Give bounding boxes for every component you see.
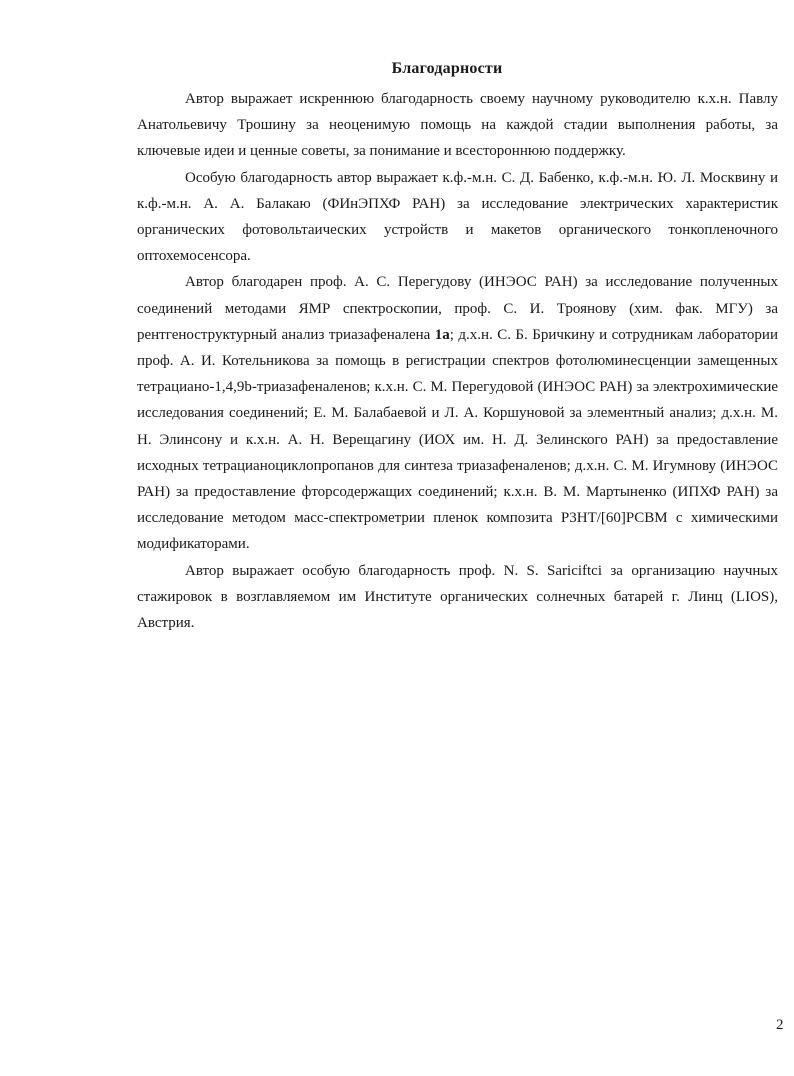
page-title: Благодарности bbox=[391, 60, 503, 77]
compound-label: 1a bbox=[434, 326, 450, 343]
paragraph-analysis-text-end: ; д.х.н. С. Б. Бричкину и сотрудникам лаборатории проф. А. И. Котельникова за помощь в регистрации спектров фотолюминесценции замещенных тетрациано-1,4,9b-триазафеналенов; к.х.н. С. М. Перегудовой (ИНЭОС РАН) за электрохимические исследования соединений; Е. М. Балабаевой и Л. А. Коршуновой за элементный анализ; д.х.н. М. Н. Элинсону и к.х.н. А. Н. Верещагину (ИОХ им. Н. Д. Зелинского РАН) за предоставление исходных тетрацианоциклопропанов для синтеза триазафеналенов; д.х.н. С. М. Игумнову (ИНЭОС РАН) за предоставление фторсодержащих соединений; к.х.н. В. М. Мартыненко (ИПХФ РАН) за исследование методом масс-спектрометрии пленок композита P3HT/[60]PCBM с химическими модификаторами. bbox=[137, 326, 778, 553]
acknowledgements-body bbox=[137, 86, 778, 636]
paragraph-analysis-text-start: Автор благодарен проф. А. С. Перегудову (ИНЭОС РАН) за исследование полученных соединений методами ЯМР спектроскопии, проф. С. И. Троянову (хим. фак. МГУ) за рентгеноструктурный анализ триазафеналена bbox=[137, 274, 778, 343]
page-number: 2 bbox=[776, 1017, 784, 1033]
paragraph-analysis-thanks bbox=[137, 269, 778, 557]
paragraph-electrical-studies: Особую благодарность автор выражает к.ф.-м.н. С. Д. Бабенко, к.ф.-м.н. Ю. Л. Москвину и к.ф.-м.н. А. А. Балакаю (ФИнЭПХФ РАН) за исследование электрических характеристик органических фотовольтаических устройств и макетов органического тонкопленочного оптохемосенсора. bbox=[137, 169, 778, 265]
paragraph-internship: Автор выражает особую благодарность проф. N. S. Sariciftci за организацию научных стажировок в возглавляемом им Институте органических солнечных батарей г. Линц (LIOS), Австрия. bbox=[137, 562, 778, 632]
paragraph-supervisor: Автор выражает искреннюю благодарность своему научному руководителю к.х.н. Павлу Анатольевичу Трошину за неоценимую помощь на каждой стадии выполнения работы, за ключевые идеи и ценные советы, за понимание и всестороннюю поддержку. bbox=[137, 91, 778, 160]
